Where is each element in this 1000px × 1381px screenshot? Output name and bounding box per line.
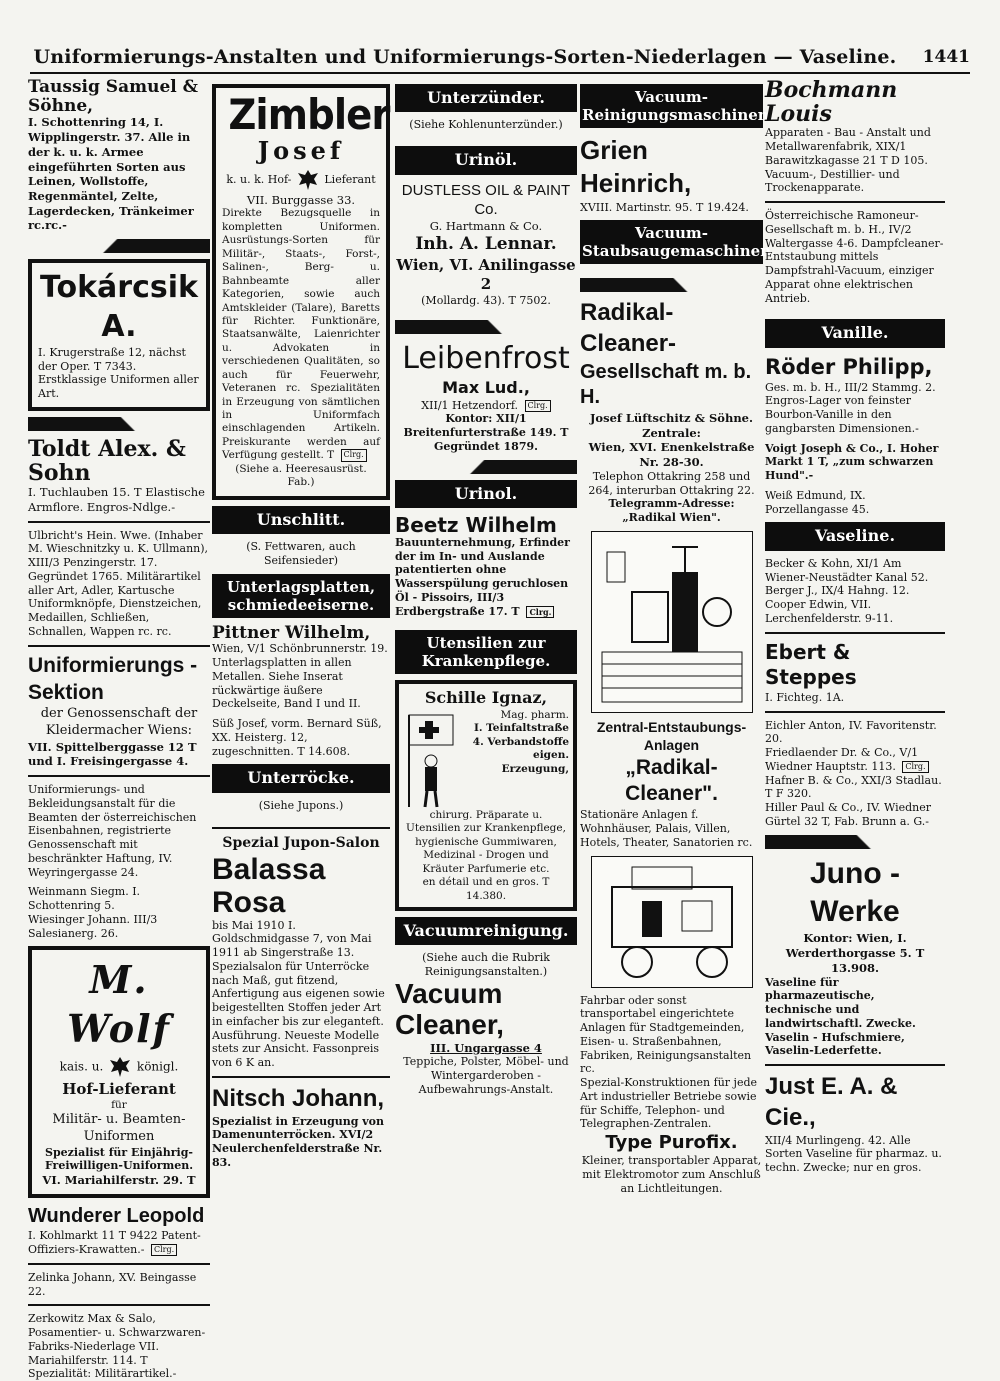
listing-zerkowitz-text: Zerkowitz Max & Salo, Posamentier- u. Schwarzwaren-Fabriks-Niederlage VII. Mariahilferstr. 114. T Spezialität: Militärartikel.- (28, 1312, 206, 1381)
ad-dustless-addr: Wien, VI. Anilingasse 2 (396, 255, 576, 293)
ad-wolf-line2: königl. (136, 1059, 179, 1074)
ad-wolf-line3: Militär- u. Beamten- (52, 1112, 186, 1128)
listing-toldt-name: Toldt Alex. & Sohn (28, 435, 186, 487)
divider (28, 417, 210, 431)
section-vaseline: Vaseline. (765, 522, 945, 550)
ad-sektion-line2: Kleidermacher Wiens: (45, 723, 193, 739)
ad-schille (395, 680, 577, 911)
ad-radikal-zentral: Zentral-Entstaubungs-Anlagen (596, 718, 747, 753)
ad-wolf (28, 946, 210, 1197)
eagle-emblem-icon (107, 1054, 133, 1080)
ad-vacuum-name: Vacuum Cleaner, (395, 977, 504, 1040)
listing-suess-text: Süß Josef, vorm. Bernard Süß, XX. Heisterg. 12, zugeschnitten. T 14.608. (212, 717, 382, 758)
listing-friedlaender-text: Friedlaender Dr. & Co., V/1 Wiedner Hauptstr. 113. (765, 746, 919, 773)
vacuum-wagon-illustration (591, 856, 753, 988)
clearing-stamp: Clrg. (341, 449, 367, 461)
ad-dustless-inh: Inh. A. Lennar. (415, 233, 557, 254)
divider (28, 239, 210, 253)
ad-juno-text1: Vaseline für pharmazeutische, technische und landwirtschaftl. Zwecke. (765, 975, 916, 1030)
ad-radikal-big: „Radikal-Cleaner". (625, 755, 718, 806)
page-number: 1441 (922, 47, 970, 67)
ad-radikal-addr: Wien, XVI. Enenkelstraße Nr. 28-30. (588, 440, 755, 470)
ad-wolf-line1: kais. u. (59, 1059, 104, 1074)
ad-tokarcsik (28, 259, 210, 411)
ad-vacuum-addr: III. Ungargasse 4 (430, 1040, 542, 1055)
listing-grien-text: XVIII. Martinstr. 95. T 19.424. (580, 200, 749, 214)
divider (212, 827, 390, 829)
machine-room-illustration (591, 531, 753, 713)
divider (28, 1263, 210, 1265)
listing-weiss-text: Weiß Edmund, IX. Porzellangasse 45. (765, 488, 870, 516)
listing-ulbricht-text: Ulbricht's Hein. Wwe. (Inhaber M. Wieschnitzky u. K. Ullmann), XIII/3 Penzingerstr. 17. Gegründet 1765. Militärartikel aller Art, Adler, Kartusche Uniformknöpfe, Dienstzeichen, Medaillen, Schließen, Schnallen, Wappen rc. rc. (28, 528, 209, 638)
ad-schille-text: chirurg. Präparate u. Utensilien zur Krankenpflege, hygienische Gummiwaren, Medizinal - Drogen und Kräuter Parfumerie etc. (406, 808, 566, 875)
ad-radikal-fahr: Fahrbar oder sonst transportabel eingerichtete Anlagen für Stadtgemeinden, Eisen- u. Straßenbahnen, Fabriken, Reinigungsanstalten rc. (580, 993, 752, 1076)
ad-dustless-tel: (Mollardg. 43). T 7502. (421, 293, 551, 307)
page-header (30, 42, 970, 74)
clearing-stamp: Clrg. (902, 761, 928, 773)
ad-zimbler-footer: (Siehe a. Heeresausrüst. Fab.) (235, 462, 367, 489)
listing-taussig-name: Taussig Samuel & Söhne, (28, 77, 198, 116)
ad-leibenfrost-name: Leibenfrost (402, 340, 570, 376)
ad-schille-footer: en détail und en gros. T 14.380. (422, 876, 550, 902)
listing-berger-text: Berger J., IX/4 Hahng. 12. (765, 584, 910, 598)
listing-wiesinger-text: Wiesinger Johann. III/3 Salesianerg. 26. (28, 912, 158, 940)
divider (28, 521, 210, 523)
divider (28, 1304, 210, 1306)
divider (765, 711, 945, 713)
ad-balassa-text: bis Mai 1910 I. Goldschmidgasse 7, von Mai 1911 ab Singerstraße 13. Spezialsalon für Unterröcke nach Maß, gut fitzend, Anfertigung aus eigenen sowie beigestellten Stoffen jeder Art in einfacher bis zur eleganteft. Ausführung. Neueste Modelle stets zur Ansicht. Fassonpreis von 6 K an. (212, 918, 385, 1070)
section-unterroecke: Unterröcke. (212, 764, 390, 792)
ad-balassa-name: Balassa Rosa (212, 852, 326, 919)
ad-type-label: Type Purofix. (605, 1132, 738, 1154)
divider (395, 460, 577, 474)
column-5 (765, 78, 945, 1298)
listing-pittner-name: Pittner Wilhelm, (212, 622, 371, 643)
listing-voigt-text: Voigt Joseph & Co., I. Hoher Markt 1 T, „zum schwarzen Hund".- (765, 441, 939, 483)
section-unterzuender-note: (Siehe Kohlenunterzünder.) (409, 118, 563, 132)
clearing-stamp: Clrg. (526, 606, 554, 618)
ad-leibenfrost-text: XII/1 Hetzendorf. (421, 398, 519, 412)
ad-schille-name: Schille Ignaz, (424, 688, 548, 708)
ad-wolf-line4: Uniformen (83, 1128, 155, 1144)
column-1 (28, 77, 210, 1381)
ad-radikal-name: Radikal-Cleaner- (580, 299, 677, 357)
divider (28, 645, 210, 647)
ad-radikal-stat: Stationäre Anlagen f. Wohnhäuser, Palais, Villen, Hotels, Theater, Sanatorien rc. (580, 808, 753, 849)
ad-dustless-sub: G. Hartmann & Co. (429, 219, 543, 234)
listing-ebert-name: Ebert & Steppes (765, 639, 857, 690)
ad-radikal-zentrale: Zentrale: (642, 425, 701, 440)
divider (395, 320, 577, 334)
listing-toldt-text: I. Tuchlauben 15. T Elastische Armflore. Engros-Ndlge.- (28, 485, 205, 514)
listing-roeder-name: Röder Philipp, (765, 354, 933, 379)
section-unterroecke-note: (Siehe Jupons.) (258, 798, 344, 812)
listing-weinmann-text: Weinmann Siegm. I. Schottenring 5. (28, 885, 141, 913)
ad-radikal-owner: Josef Lüftschitz & Söhne. (589, 410, 754, 425)
ad-juno-kontor: Kontor: Wien, I. Werderthorgasse 5. T 13.908. (785, 931, 925, 975)
ad-schille-title: Mag. pharm. (500, 708, 569, 721)
listing-cooper-text: Cooper Edwin, VII. Lerchenfelderstr. 9-11. (765, 598, 894, 625)
listing-pittner-text: Wien, V/1 Schönbrunnerstr. 19. Unterlagsplatten in allen Metallen. Siehe Inserat rückwärtige äußere Deckelseite, Band I und II. (212, 642, 388, 711)
section-urinoel: Urinöl. (395, 146, 577, 174)
section-vacuum-reinigungsmaschinen: Vacuum-Reinigungsmaschinen. (580, 84, 763, 128)
listing-nitsch-text: Spezialist in Erzeugung von Damenunterröcken. XVI/2 Neulerchenfelderstraße Nr. 83. (212, 1114, 385, 1169)
listing-wunderer-name: Wunderer Leopold (28, 1204, 205, 1227)
page-title: Uniformierungs-Anstalten und Uniformierungs-Sorten-Niederlagen — Vaseline. (33, 46, 897, 68)
listing-oesterr-text: Österreichische Ramoneur-Gesellschaft m. b. H., IV/2 Waltergasse 4-6. Dampfcleaner-Entstaubung mittels Dampfstrahl-Vacuum, einziger Apparat ohne elektrischen Antrieb. (765, 209, 944, 305)
listing-hiller-text: Hiller Paul & Co., IV. Wiedner Gürtel 32 T, Fab. Brunn a. G.- (765, 801, 931, 828)
section-vacuumreinigung: Vacuumreinigung. (395, 917, 577, 945)
ad-zimbler-addr: VII. Burggasse 33. (246, 192, 356, 207)
ad-zimbler-name: Zimbler (228, 90, 390, 139)
ad-dustless-name: DUSTLESS OIL & PAINT Co. (401, 181, 571, 218)
ad-radikal-spez: Spezial-Konstruktionen für jede Art industrieller Betriebe sowie für Schiffe, Telephon- und Telegraphen-Zentralen. (580, 1076, 758, 1131)
ad-sektion-line1: der Genossenschaft der (40, 706, 198, 722)
ad-tokarcsik-name: Tokárcsik A. (40, 270, 198, 344)
clearing-stamp: Clrg. (151, 1244, 177, 1256)
listing-nitsch-name: Nitsch Johann, (212, 1084, 385, 1112)
column-2 (212, 78, 390, 1298)
listing-hafner-text: Hafner B. & Co., XXI/3 Stadlau. T F 320. (765, 773, 942, 801)
ad-sektion-addr: VII. Spittelberggasse 12 T und I. Freisingergasse 4. (28, 739, 197, 769)
ad-juno-name: Juno - Werke (810, 856, 900, 929)
ad-wolf-name: M. Wolf (67, 957, 171, 1052)
ad-sektion-title: Uniformierungs - Sektion (28, 653, 198, 704)
divider (765, 632, 945, 634)
divider (580, 278, 763, 292)
divider (765, 201, 945, 203)
ad-leibenfrost-first: Max Lud., (442, 378, 530, 398)
divider (765, 835, 945, 849)
section-vanille: Vanille. (765, 319, 945, 347)
listing-becker-text: Becker & Kohn, XI/1 Am Wiener-Neustädter Kanal 52. (765, 556, 929, 584)
eagle-emblem-icon (295, 167, 321, 193)
listing-bochmann-name: Bochmann Louis (765, 77, 898, 128)
divider (765, 1064, 945, 1066)
section-vacuumreinigung-note: (Siehe auch die Rubrik Reinigungsanstalten.) (422, 951, 550, 979)
listing-grien-name: Grien Heinrich, (580, 135, 692, 199)
ad-balassa-head: Spezial Jupon-Salon (222, 834, 380, 851)
section-utensilien: Utensilien zur Krankenpflege. (395, 630, 577, 674)
listing-zelinka-text: Zelinka Johann, XV. Beingasse 22. (28, 1270, 197, 1298)
listing-uniform-text: Uniformierungs- und Bekleidungsanstalt für die Beamten der österreichischen Eisenbahnen, registrierte Genossenschaft mit beschränkter Haftung, IV. Weyringergasse 24. (28, 783, 197, 879)
column-4 (580, 78, 777, 1298)
clearing-stamp: Clrg. (525, 400, 551, 412)
ad-wolf-addr: VI. Mariahilferstr. 29. T (42, 1173, 196, 1188)
section-vacuum-staubsaugemaschinen: Vacuum-Staubsaugemaschinen. (580, 220, 763, 264)
listing-ebert-text: I. Fichteg. 1A. (765, 690, 845, 704)
ad-zimbler-first: Josef (257, 136, 345, 165)
listing-just-name: Just E. A. & Cie., (765, 1073, 898, 1131)
listing-wunderer-text: I. Kohlmarkt 11 T 9422 Patent-Offiziers-Krawatten.- (28, 1229, 201, 1257)
ad-zimbler-hof-right: Lieferant (324, 172, 376, 186)
ad-radikal-tele: Telegramm-Adresse: „Radikal Wien". (608, 497, 735, 525)
red-cross-flag-illustration (403, 709, 465, 809)
ad-wolf-fuer: für (111, 1098, 127, 1111)
ad-zimbler-hof-left: k. u. k. Hof- (226, 172, 292, 186)
section-unterzuender: Unterzünder. (395, 84, 577, 112)
ad-wolf-spezial: Spezialist für Einjährig-Freiwilligen-Uniformen. (44, 1145, 194, 1173)
ad-tokarcsik-text: I. Krugerstraße 12, nächst der Oper. T 7343. Erstklassige Uniformen aller Art. (38, 345, 199, 401)
listing-just-text: XII/4 Murlingeng. 42. Alle Sorten Vaseline für pharmaz. u. techn. Zwecke; nur en gros. (765, 1133, 942, 1174)
ad-type-text: Kleiner, transportabler Apparat, mit Elektromotor zum Anschluß an Lichtleitungen. (581, 1154, 762, 1195)
listing-taussig-text: I. Schottenring 14, I. Wipplingerstr. 37. Alle in der k. u. k. Armee eingeführten Sorten aus Leinen, Wollstoffe, Regenmäntel, Zelte, Lagerdecken, Tränkeimer rc.rc.- (28, 115, 194, 233)
ad-radikal-tel: Telephon Ottakring 258 und 264, interurban Ottakring 22. (588, 469, 755, 497)
listing-roeder-text: Ges. m. b. H., III/2 Stammg. 2. Engros-Lager von feinster Bourbon-Vanille in den gangbarsten Dimensionen.- (765, 380, 936, 435)
listing-bochmann-text: Apparaten - Bau - Anstalt und Metallwarenfabrik, XIX/1 Barawitzkagasse 21 T D 105. Vacuum-, Destillier- und Trockenapparate. (765, 126, 931, 195)
ad-radikal-name2: Gesellschaft m. b. H. (580, 360, 752, 409)
section-unterlagsplatten: Unterlagsplatten, schmiedeeiserne. (212, 574, 390, 618)
ad-zimbler (212, 84, 390, 500)
ad-vacuum-text: Teppiche, Polster, Möbel- und Wintergarderoben - Aufbewahrungs-Anstalt. (403, 1055, 569, 1096)
ad-juno-text2: Vaselin - Hufschmiere, Vaselin-Lederfette. (765, 1030, 905, 1058)
section-unschlitt: Unschlitt. (212, 506, 390, 534)
listing-eichler-text: Eichler Anton, IV. Favoritenstr. 20. (765, 718, 937, 746)
divider (212, 1076, 390, 1078)
section-unschlitt-note: (S. Fettwaren, auch Seifensieder) (246, 540, 356, 567)
ad-wolf-hof: Hof-Lieferant (62, 1079, 176, 1098)
ad-zimbler-text: Direkte Bezugsquelle in kompletten Uniformen. Ausrüstungs-Sorten für Militär-, Staats-, Forst-, Salinen-, Berg- u. Bahnbeamte aller Kategorien, sowie auch Amtskleider (Talare), Baretts für Richter. Funktionäre, Staatsanwälte, Laienrichter u. Advokaten in verschiedenen Qualitäten, so auch für Feuerwehr, Veteranen rc. Spezialitäten in Erzeugung von sämtlichen in Uniformfach einschlagenden Artikeln. Preiskurante werden auf Verfügung gestellt. T (222, 207, 380, 462)
listing-beetz-text: Bauunternehmung, Erfinder der im In- und Auslande patentierten ohne Wasserspülung geruchlosen Öl - Pissoirs, III/3 Erdbergstraße 17. T (395, 535, 570, 618)
ad-leibenfrost-text2: Kontor: XII/1 Breitenfurterstraße 149. T Gegründet 1879. (403, 412, 569, 453)
column-3 (395, 78, 577, 1298)
listing-beetz-name: Beetz Wilhelm (395, 512, 557, 537)
ad-schille-addr: I. Teinfaltstraße 4. Verbandstoffe eigen. Erzeugung, (472, 722, 569, 775)
section-urinol: Urinol. (395, 480, 577, 508)
divider (28, 775, 210, 777)
